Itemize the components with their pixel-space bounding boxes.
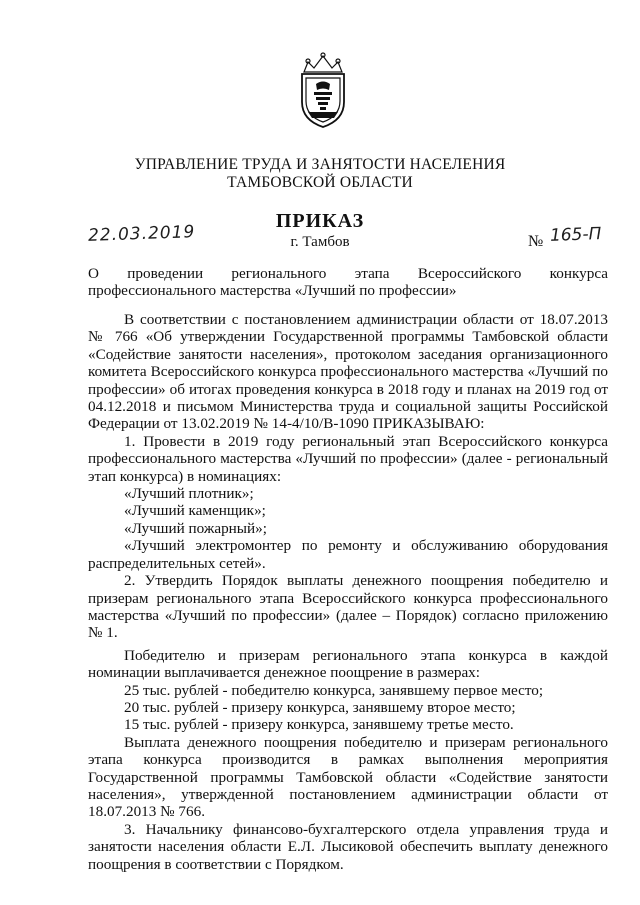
item-2-paragraph: 2. Утвердить Порядок выплаты денежного поощрения победителю и призерам регионального этапа Всероссийского конкурса профессионального мастерства «Лучший по профессии» (далее – Порядок) согласно приложению № 1. — [88, 572, 608, 642]
document-title: ПРИКАЗ — [275, 210, 365, 232]
order-subject: О проведении регионального этапа Всероссийского конкурса профессионального мастерства «Лучший по профессии» — [88, 265, 608, 300]
agency-name-line1: УПРАВЛЕНИЕ ТРУДА И ЗАНЯТОСТИ НАСЕЛЕНИЯ — [134, 156, 506, 173]
order-body — [88, 311, 608, 873]
order-number-label: № — [528, 233, 544, 250]
reward-item: 20 тыс. рублей - призеру конкурса, занявшему второе место; — [124, 698, 516, 716]
reward-item: 25 тыс. рублей - победителю конкурса, занявшему первое место; — [124, 681, 544, 699]
handwritten-date: 22.03.2019 — [87, 222, 196, 246]
payment-paragraph: Выплата денежного поощрения победителю и призерам регионального этапа конкурса производится в рамках выполнения мероприятия Государственной программы Тамбовской области «Содействие занятости населения», утвержденной постановлением администрации области от 18.07.2013 № 766. — [88, 733, 608, 821]
reward-intro-paragraph: Победителю и призерам регионального этапа конкурса в каждой номинации выплачивается денежное поощрение в размерах: — [88, 646, 608, 682]
item-3-paragraph: 3. Начальнику финансово-бухгалтерского отдела управления труда и занятости населения области Е.Л. Лысиковой обеспечить выплату денежного поощрения в соответствии с Порядком. — [88, 820, 608, 873]
document-city: г. Тамбов — [290, 234, 350, 250]
nomination-item: «Лучший электромонтер по ремонту и обслуживанию оборудования распределительных сетей». — [88, 537, 608, 572]
nomination-item: «Лучший плотник»; — [124, 485, 254, 503]
agency-name-line2: ТАМБОВСКОЙ ОБЛАСТИ — [227, 174, 413, 191]
preamble-paragraph: В соответствии с постановлением администрации области от 18.07.2013 № 766 «Об утверждении Государственной программы Тамбовской области «Содействие занятости населения», протоколом заседания организационного комитета Всероссийского конкурса профессионального мастерства «Лучший по профессии» об итогах проведения конкурса в 2018 году и планах на 2019 год от 04.12.2018 и письмом Министерства труда и социальной защиты Российской Федерации от 13.02.2019 № 14-4/10/В-1090 ПРИКАЗЫВАЮ: — [88, 311, 608, 433]
coat-of-arms-emblem — [294, 50, 352, 130]
nomination-item: «Лучший каменщик»; — [124, 502, 266, 520]
reward-item: 15 тыс. рублей - призеру конкурса, занявшему третье место. — [124, 716, 514, 734]
handwritten-order-number: 165-П — [549, 224, 602, 246]
nomination-item: «Лучший пожарный»; — [124, 519, 267, 537]
item-1-paragraph: 1. Провести в 2019 году региональный этап Всероссийского конкурса профессионального мастерства «Лучший по профессии» (далее - региональный этап конкурса) в номинациях: — [88, 432, 608, 485]
